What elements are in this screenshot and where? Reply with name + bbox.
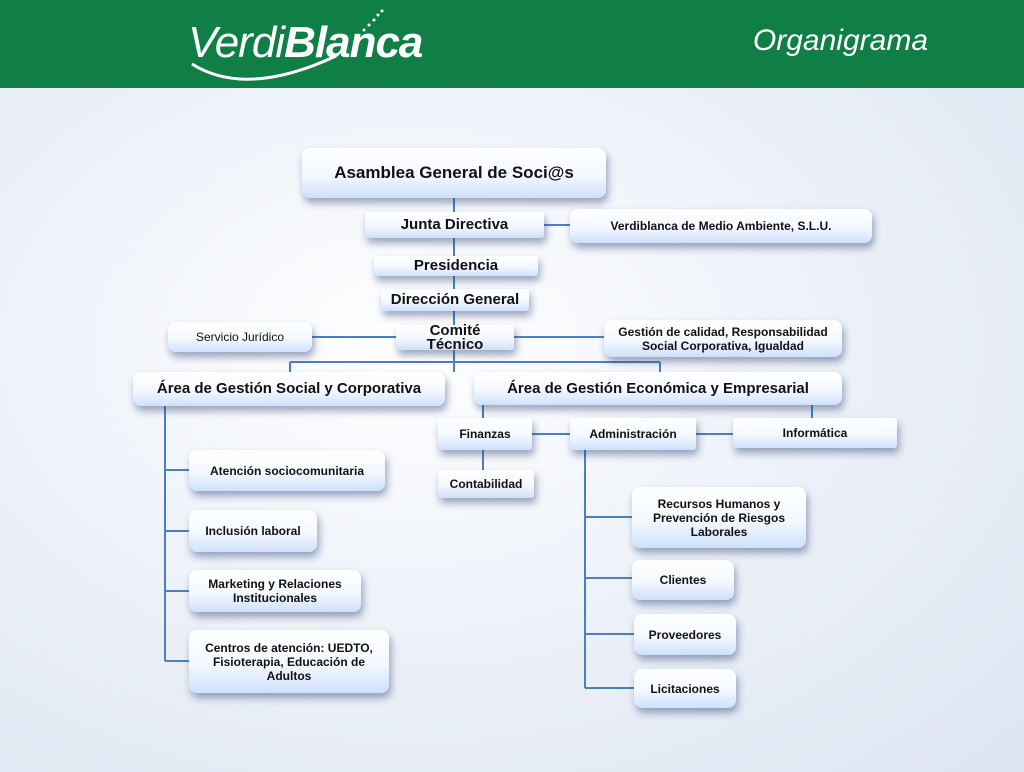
admin-item-rrhh: Recursos Humanos y Prevención de Riesgos Laborales: [632, 487, 806, 548]
medio-ambiente-box: Verdiblanca de Medio Ambiente, S.L.U.: [570, 209, 872, 243]
asamblea-box: Asamblea General de Soci@s: [302, 148, 606, 198]
contabilidad-box: Contabilidad: [438, 470, 534, 498]
direccion-box: Dirección General: [381, 289, 529, 311]
logo-part1: Verdi: [188, 18, 285, 67]
presidencia-box: Presidencia: [374, 256, 538, 276]
comite-box: Comité Técnico: [396, 325, 514, 350]
junta-box: Junta Directiva: [365, 212, 544, 238]
calidad-box: Gestión de calidad, Responsabilidad Social Corporativa, Igualdad: [604, 320, 842, 357]
social-item-inclusion: Inclusión laboral: [189, 510, 317, 552]
juridico-box: Servicio Jurídico: [168, 322, 312, 352]
page-title: Organigrama: [752, 24, 928, 57]
social-item-marketing: Marketing y Relaciones Institucionales: [189, 570, 361, 612]
logo-part2: Blanca: [284, 18, 423, 67]
informatica-box: Informática: [733, 418, 897, 448]
area-social-box: Área de Gestión Social y Corporativa: [133, 372, 445, 406]
administracion-box: Administración: [570, 418, 696, 450]
area-economica-box: Área de Gestión Económica y Empresarial: [474, 372, 842, 405]
social-item-atencion: Atención sociocomunitaria: [189, 450, 385, 491]
admin-item-clientes: Clientes: [632, 560, 734, 600]
finanzas-box: Finanzas: [438, 418, 532, 450]
admin-item-proveedores: Proveedores: [634, 614, 736, 655]
admin-item-licitaciones: Licitaciones: [634, 669, 736, 708]
social-item-centros: Centros de atención: UEDTO, Fisioterapia, Educación de Adultos: [189, 630, 389, 693]
